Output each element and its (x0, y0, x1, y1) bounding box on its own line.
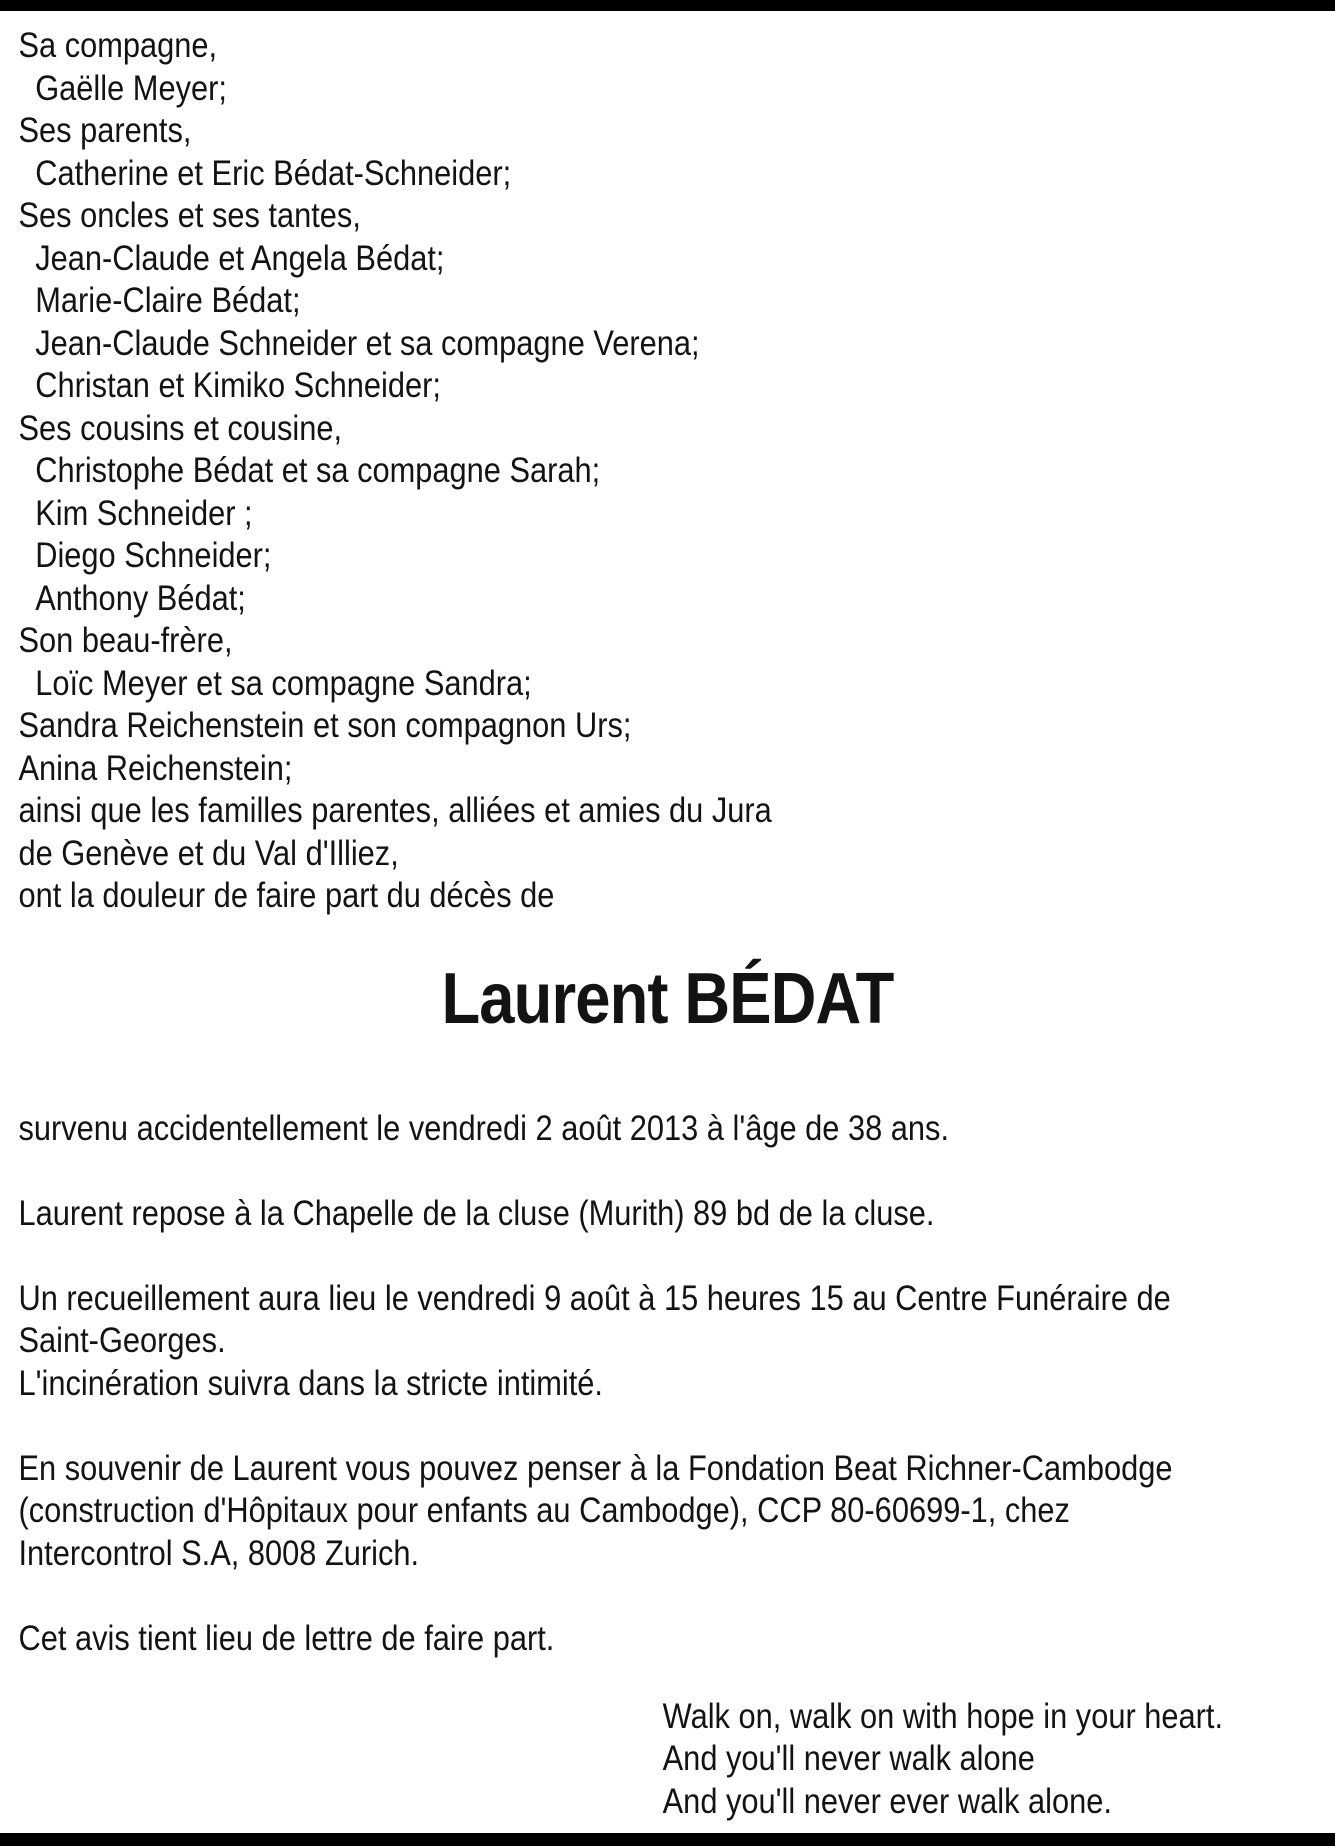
intro-line: Anina Reichenstein; (18, 748, 293, 788)
donation-line: (construction d'Hôpitaux pour enfants au Cambodge), CCP 80-60699-1, chez (18, 1491, 1070, 1530)
intro-line: Gaëlle Meyer; (35, 68, 227, 108)
bottom-border-bar (0, 1833, 1335, 1846)
intro-line: Ses parents, (18, 111, 192, 150)
intro-line: de Genève et du Val d'Illiez, (18, 833, 399, 873)
donation-paragraph (18, 1448, 1334, 1576)
donation-line: Intercontrol S.A, 8008 Zurich. (18, 1533, 420, 1573)
death-announcement-line: survenu accidentellement le vendredi 2 août 2013 à l'âge de 38 ans. (18, 1108, 950, 1148)
repose-location-line: Laurent repose à la Chapelle de la cluse (Murith) 89 bd de la cluse. (18, 1193, 935, 1233)
donation-line: En souvenir de Laurent vous pouvez penser à la Fondation Beat Richner-Cambodge (18, 1448, 1173, 1488)
intro-line: Jean-Claude et Angela Bédat; (35, 238, 445, 278)
ceremony-paragraph (18, 1278, 1334, 1406)
intro-line: Sa compagne, (18, 26, 218, 65)
closing-notice-line: Cet avis tient lieu de lettre de faire part. (18, 1618, 555, 1658)
intro-line: Anthony Bédat; (35, 578, 246, 618)
intro-line: Sandra Reichenstein et son compagnon Urs; (18, 706, 632, 745)
intro-line: Jean-Claude Schneider et sa compagne Verena; (35, 323, 700, 363)
intro-line: Son beau-frère, (18, 621, 233, 660)
intro-line: Christan et Kimiko Schneider; (35, 366, 441, 405)
quote-line: And you'll never walk alone (662, 1739, 1035, 1778)
ceremony-line: L'incinération suivra dans la stricte intimité. (18, 1363, 603, 1403)
relatives-list (18, 25, 1334, 918)
intro-line: Loïc Meyer et sa compagne Sandra; (35, 663, 532, 703)
quote-line: And you'll never ever walk alone. (662, 1781, 1112, 1821)
intro-line: Catherine et Eric Bédat-Schneider; (35, 153, 512, 193)
intro-line: ont la douleur de faire part du décès de (18, 876, 555, 915)
intro-line: Marie-Claire Bédat; (35, 281, 301, 320)
ceremony-line: Un recueillement aura lieu le vendredi 9 août à 15 heures 15 au Centre Funéraire de (18, 1278, 1171, 1318)
intro-line: Ses oncles et ses tantes, (18, 196, 361, 235)
deceased-name: Laurent BÉDAT (441, 958, 894, 1039)
memorial-quote (663, 1696, 1335, 1824)
intro-line: Christophe Bédat et sa compagne Sarah; (35, 451, 601, 490)
intro-line: Ses cousins et cousine, (18, 408, 343, 448)
quote-line: Walk on, walk on with hope in your heart. (662, 1696, 1224, 1736)
intro-line: Diego Schneider; (35, 536, 272, 575)
intro-line: ainsi que les familles parentes, alliées et amies du Jura (18, 791, 772, 830)
intro-line: Kim Schneider ; (35, 493, 253, 533)
ceremony-line: Saint-Georges. (18, 1321, 226, 1360)
